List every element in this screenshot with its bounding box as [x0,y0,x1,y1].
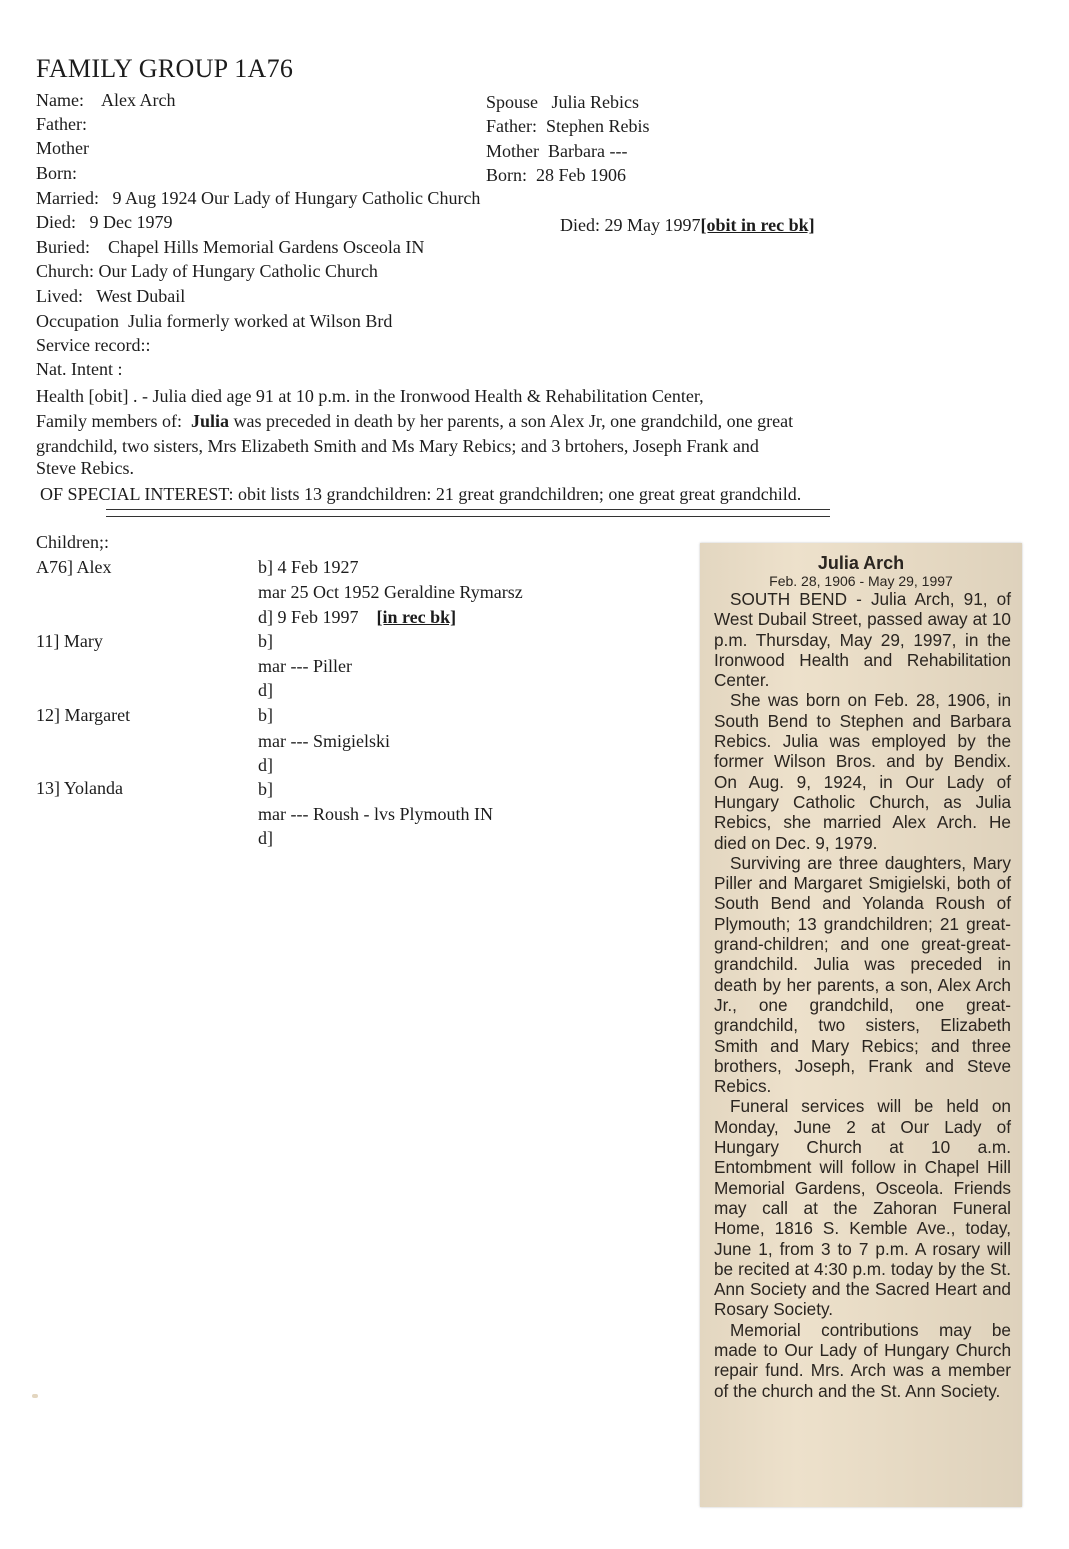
church-row [36,259,378,283]
obituary-paragraph: She was born on Feb. 28, 1906, in South Bend to Stephen and Barbara Rebics. Julia was employed by the former Wilson Bros. and by Bendix. On Aug. 9, 1924, in Our Lady of Hungary Catholic Church, as Julia Rebics, she married Alex Arch. He died on Dec. 9, 1979. [714,690,1011,853]
child-died-row [258,605,456,629]
family-members-label: Family members of: [36,411,182,431]
spouse-born: 28 Feb 1906 [536,165,627,185]
child-name: 11] Mary [36,631,103,651]
section-divider [106,509,830,517]
husband-born-label: Born: [36,163,78,183]
spouse-father-label: Father: [486,116,537,136]
married-row [36,186,480,210]
married-value: 9 Aug 1924 Our Lady of Hungary Catholic Church [112,188,481,208]
died-label: Died: [36,212,76,232]
buried-value: Chapel Hills Memorial Gardens Osceola IN [108,237,425,257]
special-interest: OF SPECIAL INTEREST: obit lists 13 grandchildren: 21 great grandchildren; one great great grandchild. [40,484,802,504]
spouse-mother: Barbara --- [548,141,628,161]
service-record-label: Service record:: [36,335,151,355]
family-members-line [36,409,793,433]
spouse-born-row [486,163,626,187]
occupation-row [36,309,392,333]
church-value: Our Lady of Hungary Catholic Church [98,261,378,281]
child-name: 13] Yolanda [36,778,124,798]
spouse-mother-row [486,139,627,163]
obituary-body [714,589,1011,1401]
child-married: mar --- Piller [258,656,352,676]
spouse-label: Spouse [486,92,539,112]
family-member-name: Julia [190,411,229,431]
family-line-2: grandchild, two sisters, Mrs Elizabeth Smith and Ms Mary Rebics; and 3 brtohers, Joseph Frank and [36,436,759,456]
child-married: mar --- Roush - lvs Plymouth IN [258,804,493,824]
spouse-died-label: Died: [560,215,600,235]
church-label: Church: [36,261,94,281]
obituary-paragraph: Memorial contributions may be made to Our Lady of Hungary Church repair fund. Mrs. Arch was a member of the church and the St. Ann Society. [714,1319,1011,1401]
name-label: Name: [36,90,84,110]
spouse-father: Stephen Rebis [546,116,650,136]
lived-value: West Dubail [96,286,186,306]
rec-bk-link[interactable]: [in rec bk] [376,607,457,627]
buried-row [36,235,424,259]
child-born: b] 4 Feb 1927 [258,557,359,577]
health-line: Health [obit] . - Julia died age 91 at 10 p.m. in the Ironwood Health & Rehabilitation Center, [36,386,704,406]
husband-name: Alex Arch [101,90,176,110]
lived-label: Lived: [36,286,83,306]
child-born: b] [258,779,273,799]
spouse-born-label: Born: [486,165,528,185]
page-title: FAMILY GROUP 1A76 [36,54,294,83]
husband-mother-label: Mother [36,138,89,158]
child-died: d] [258,755,273,775]
family-line-3: Steve Rebics. [36,458,134,478]
spouse-died-row [560,213,815,237]
husband-name-row [36,88,175,112]
obituary-dates: Feb. 28, 1906 - May 29, 1997 [769,573,953,589]
married-label: Married: [36,188,99,208]
spouse-name: Julia Rebics [551,92,640,112]
spouse-name-row [486,90,639,114]
obituary-heading: Julia Arch [817,553,905,573]
spouse-mother-label: Mother [486,141,539,161]
occupation-value: Julia formerly worked at Wilson Brd [127,311,393,331]
husband-father-label: Father: [36,114,87,134]
child-born: b] [258,705,273,725]
children-label: Children;: [36,532,109,552]
obituary-paragraph: SOUTH BEND - Julia Arch, 91, of West Dubail Street, passed away at 10 p.m. Thursday, May 29, 1997, in the Ironwood Health and Rehabilitation Center. [714,589,1011,691]
nat-intent-label: Nat. Intent : [36,359,123,379]
obituary-paragraph: Surviving are three daughters, Mary Piller and Margaret Smigielski, both of South Bend and Yolanda Roush of Plymouth; 13 grandchildren; 21 great-grand-children; and one great-great-grandchild. Julia was preceded in death by her parents, a son, Alex Arch Jr., one grandchild, one great-grandchild, two sisters, Elizabeth Smith and Mary Rebics; and three brothers, Joseph, Frank and Steve Rebics. [714,852,1011,1097]
child-died: d] [258,680,273,700]
buried-label: Buried: [36,237,90,257]
child-born: b] [258,631,273,651]
child-died: d] 9 Feb 1997 [258,607,359,627]
obit-link[interactable]: [obit in rec bk] [700,215,815,235]
obituary-clipping [700,543,1022,1507]
spouse-died: 29 May 1997 [604,215,701,235]
child-name: 12] Margaret [36,705,131,725]
child-married: mar 25 Oct 1952 Geraldine Rymarsz [258,582,523,602]
family-line-1: was preceded in death by her parents, a son Alex Jr, one grandchild, one great [233,411,794,431]
child-married: mar --- Smigielski [258,731,390,751]
lived-row [36,284,185,308]
paper-speck [32,1394,38,1398]
spouse-father-row [486,114,650,138]
occupation-label: Occupation [36,311,119,331]
husband-died-row [36,210,172,234]
child-died: d] [258,828,273,848]
child-name: A76] Alex [36,557,112,577]
obituary-paragraph: Funeral services will be held on Monday, June 2 at Our Lady of Hungary Church at 10 a.m. Entombment will follow in Chapel Hill Memorial Gardens, Osceola. Friends may call at the Zahoran Funeral Home, 1816 S. Kemble Ave., today, June 1, from 3 to 7 p.m. A rosary will be recited at 4:30 p.m. today by the St. Ann Society and the Sacred Heart and Rosary Society. [714,1096,1011,1320]
husband-died: 9 Dec 1979 [89,212,173,232]
